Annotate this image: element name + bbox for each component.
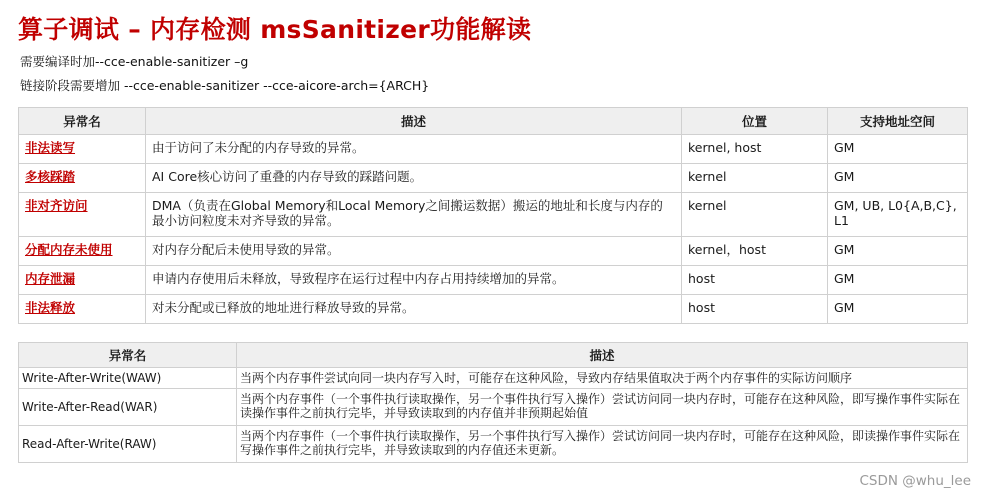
- error-location: host: [682, 295, 828, 324]
- table-row: [19, 389, 968, 426]
- table-row: [19, 164, 968, 193]
- csdn-watermark: CSDN @whu_lee: [859, 473, 971, 489]
- table-row: [19, 295, 968, 324]
- race-type-desc: 当两个内存事件（一个事件执行读取操作，另一个事件执行写入操作）尝试访问同一块内存时，可能存在这种风险，即写操作事件实际在读操作事件之前执行完毕，并导致读取到的内存值并非预期起始值: [237, 389, 968, 426]
- table-row: [19, 135, 968, 164]
- column-header-desc: 描述: [146, 108, 682, 135]
- error-location: kernel: [682, 164, 828, 193]
- race-type-name: Write-After-Read(WAR): [19, 389, 237, 426]
- page-title: 算子调试 – 内存检测 msSanitizer功能解读: [18, 15, 532, 44]
- error-address-space: GM: [828, 237, 968, 266]
- compile-note: 需要编译时加--cce-enable-sanitizer –g: [20, 54, 249, 69]
- error-address-space: GM: [828, 266, 968, 295]
- error-location: kernel, host: [682, 135, 828, 164]
- column-header-name: 异常名: [19, 108, 146, 135]
- table-row: [19, 266, 968, 295]
- error-desc: 由于访问了未分配的内存导致的异常。: [146, 135, 682, 164]
- error-address-space: GM, UB, L0{A,B,C}, L1: [828, 193, 968, 237]
- error-desc: 对未分配或已释放的地址进行释放导致的异常。: [146, 295, 682, 324]
- error-address-space: GM: [828, 164, 968, 193]
- error-link-illegal-free[interactable]: 非法释放: [25, 300, 76, 315]
- error-address-space: GM: [828, 135, 968, 164]
- table-row: [19, 193, 968, 237]
- column-header-location: 位置: [682, 108, 828, 135]
- error-location: kernel，host: [682, 237, 828, 266]
- memory-error-table: [18, 107, 968, 324]
- column-header-address-space: 支持地址空间: [828, 108, 968, 135]
- column-header-name: 异常名: [19, 343, 237, 368]
- link-note: 链接阶段需要增加 --cce-enable-sanitizer --cce-aicore-arch={ARCH}: [20, 78, 430, 93]
- column-header-desc: 描述: [237, 343, 968, 368]
- race-type-name: Write-After-Write(WAW): [19, 368, 237, 389]
- error-link-unused-allocation[interactable]: 分配内存未使用: [25, 242, 113, 257]
- error-link-memory-leak[interactable]: 内存泄漏: [25, 271, 76, 286]
- error-desc: DMA（负责在Global Memory和Local Memory之间搬运数据）搬运的地址和长度与内存的最小访问粒度未对齐导致的异常。: [146, 193, 682, 237]
- race-type-name: Read-After-Write(RAW): [19, 426, 237, 463]
- table-row: [19, 368, 968, 389]
- race-type-desc: 当两个内存事件（一个事件执行读取操作，另一个事件执行写入操作）尝试访问同一块内存时，可能存在这种风险，即读操作事件实际在写操作事件之前执行完毕，并导致读取到的内存值还未更新。: [237, 426, 968, 463]
- error-desc: 对内存分配后未使用导致的异常。: [146, 237, 682, 266]
- error-desc: AI Core核心访问了重叠的内存导致的踩踏问题。: [146, 164, 682, 193]
- table-header-row: [19, 108, 968, 135]
- race-condition-table: [18, 342, 968, 463]
- error-desc: 申请内存使用后未释放，导致程序在运行过程中内存占用持续增加的异常。: [146, 266, 682, 295]
- error-link-multicore-overlap[interactable]: 多核踩踏: [25, 169, 76, 184]
- error-address-space: GM: [828, 295, 968, 324]
- error-location: host: [682, 266, 828, 295]
- error-link-illegal-rw[interactable]: 非法读写: [25, 140, 76, 155]
- table-header-row: [19, 343, 968, 368]
- error-location: kernel: [682, 193, 828, 237]
- table-row: [19, 426, 968, 463]
- table-row: [19, 237, 968, 266]
- error-link-misaligned-access[interactable]: 非对齐访问: [25, 198, 88, 213]
- race-type-desc: 当两个内存事件尝试向同一块内存写入时，可能存在这种风险，导致内存结果值取决于两个内存事件的实际访问顺序: [237, 368, 968, 389]
